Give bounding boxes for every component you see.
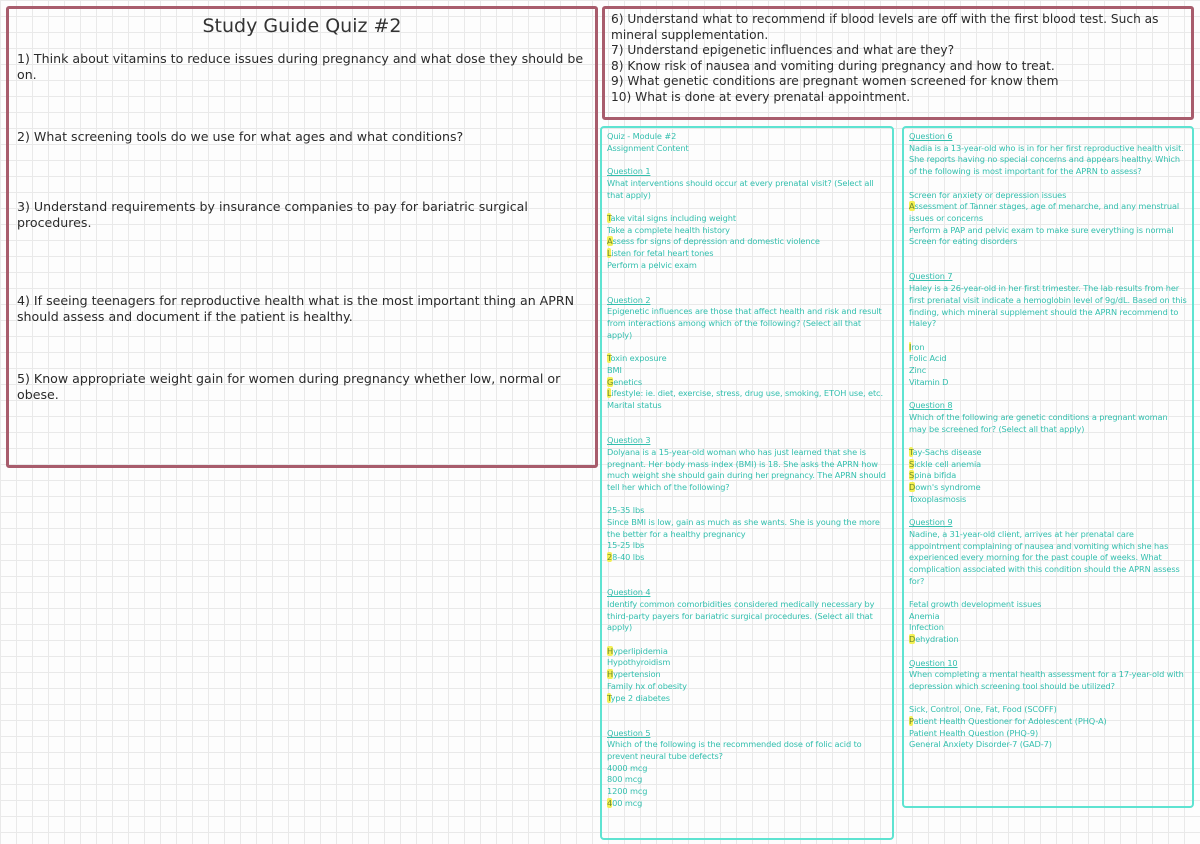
question-text: Dolyana is a 15-year-old woman who has just learned that she is pregnant. Her body mass index (BMI) is 18. She asks the APRN how much weight she should gain during her pregnancy. The APRN should tell her which of the following? bbox=[607, 446, 886, 492]
answer-option bbox=[607, 657, 887, 669]
question-text: Which of the following is the recommended dose of folic acid to prevent neural tube defects? bbox=[607, 739, 862, 762]
question-text: Epigenetic influences are those that affect health and risk and result from interactions among which of the following? (Select all that apply) bbox=[607, 306, 882, 340]
answer-option bbox=[607, 540, 887, 552]
answer-option-text: 1200 mcg bbox=[607, 786, 648, 797]
selected-answer-highlight: L bbox=[607, 248, 612, 258]
answer-option bbox=[607, 681, 887, 693]
study-guide-panel bbox=[6, 6, 598, 468]
answer-option bbox=[909, 482, 1187, 494]
question-heading: Question 8 bbox=[909, 400, 953, 411]
selected-answer-highlight: T bbox=[909, 446, 913, 457]
answer-option-text: oxin exposure bbox=[610, 353, 667, 364]
answer-option bbox=[607, 517, 887, 540]
guide-question-1: 1) Think about vitamins to reduce issues during pregnancy and what dose they should be on. bbox=[17, 51, 584, 82]
selected-answer-highlight: G bbox=[607, 376, 614, 387]
question-heading: Question 4 bbox=[607, 587, 651, 598]
question-heading: Question 2 bbox=[607, 294, 651, 305]
answer-option bbox=[909, 365, 1187, 377]
answer-option-text: Zinc bbox=[909, 365, 927, 375]
answer-option-text: atient Health Questioner for Adolescent (PHQ-A) bbox=[913, 716, 1107, 726]
selected-answer-highlight: D bbox=[909, 482, 916, 492]
answer-option-text: 800 mcg bbox=[607, 774, 643, 785]
answer-option bbox=[909, 599, 1187, 611]
answer-option bbox=[607, 377, 887, 389]
question-block-2 bbox=[607, 295, 887, 412]
question-text: Haley is a 26-year-old in her first trimester. The lab results from her first prenatal visit indicate a hemoglobin level of 9g/dL. Based on this finding, which mineral supplement should the APRN recommend to Haley? bbox=[909, 283, 1187, 329]
answer-option bbox=[909, 447, 1187, 459]
answer-option bbox=[607, 248, 887, 260]
answer-option-text: Fetal growth development issues bbox=[909, 599, 1042, 609]
question-block-6 bbox=[909, 131, 1187, 248]
answer-option-text: ickle cell anemia bbox=[914, 458, 982, 469]
answer-option bbox=[909, 190, 1187, 202]
assignment-content-label: Assignment Content bbox=[607, 142, 689, 153]
quiz-header: Quiz - Module #2 bbox=[607, 131, 677, 141]
answer-option bbox=[909, 236, 1187, 248]
answer-option-text: ake vital signs including weight bbox=[610, 212, 736, 223]
question-heading: Question 5 bbox=[607, 727, 651, 738]
answer-option-text: isten for fetal heart tones bbox=[611, 248, 714, 258]
topic-10: 10) What is done at every prenatal appointment. bbox=[611, 89, 911, 104]
answer-option-text: ay-Sachs disease bbox=[912, 446, 982, 457]
guide-question-5: 5) Know appropriate weight gain for women during pregnancy whether low, normal or obese. bbox=[17, 371, 561, 402]
study-guide-title: Study Guide Quiz #2 bbox=[202, 15, 402, 37]
answer-option-text: 4000 mcg bbox=[607, 762, 648, 773]
topic-6: 6) Understand what to recommend if blood levels are off with the first blood test. Such as mineral supplementation. bbox=[611, 12, 1159, 42]
answer-option-text: ssessment of Tanner stages, age of menarche, and any menstrual issues or concerns bbox=[909, 201, 1180, 223]
question-block-3 bbox=[607, 435, 887, 564]
answer-option bbox=[607, 505, 887, 517]
selected-answer-highlight: 4 bbox=[607, 797, 613, 808]
question-text: Which of the following are genetic conditions a pregnant woman may be screened for? (Select all that apply) bbox=[909, 411, 1168, 434]
selected-answer-highlight: I bbox=[909, 341, 912, 352]
answer-option bbox=[607, 353, 887, 365]
answer-option bbox=[909, 459, 1187, 471]
answer-option-text: Take a complete health history bbox=[607, 224, 730, 235]
question-block-5 bbox=[607, 728, 887, 810]
answer-option-text: 25-35 lbs bbox=[607, 505, 645, 516]
answer-option-text: General Anxiety Disorder-7 (GAD-7) bbox=[909, 739, 1052, 750]
selected-answer-highlight: T bbox=[607, 692, 611, 703]
answer-option-text: enetics bbox=[613, 376, 643, 387]
question-heading: Question 7 bbox=[909, 271, 953, 282]
answer-option-text: Hypothyroidism bbox=[607, 657, 671, 668]
answer-option-text: pina bifida bbox=[914, 470, 957, 481]
guide-question-4: 4) If seeing teenagers for reproductive health what is the most important thing an APRN should assess and document if the patient is healthy. bbox=[17, 293, 575, 324]
question-heading: Question 3 bbox=[607, 435, 651, 446]
selected-answer-highlight: A bbox=[607, 236, 613, 247]
selected-answer-highlight: S bbox=[909, 470, 915, 481]
answer-option-text: Sick, Control, One, Fat, Food (SCOFF) bbox=[909, 704, 1057, 715]
answer-option bbox=[607, 213, 887, 225]
quiz-column-2 bbox=[902, 126, 1194, 808]
topic-8: 8) Know risk of nausea and vomiting during pregnancy and how to treat. bbox=[611, 58, 1055, 73]
answer-option bbox=[607, 365, 887, 377]
selected-answer-highlight: S bbox=[909, 458, 915, 469]
answer-option bbox=[909, 728, 1187, 740]
answer-option bbox=[607, 225, 887, 237]
answer-option bbox=[909, 225, 1187, 237]
answer-option bbox=[909, 494, 1187, 506]
answer-option-text: Patient Health Question (PHQ-9) bbox=[909, 727, 1039, 738]
answer-option bbox=[607, 774, 887, 786]
question-block-1 bbox=[607, 166, 887, 271]
answer-option-text: ifestyle: ie. diet, exercise, stress, drug use, smoking, ETOH use, etc. bbox=[611, 388, 883, 399]
answer-option bbox=[909, 377, 1187, 389]
guide-question-2: 2) What screening tools do we use for what ages and what conditions? bbox=[17, 129, 464, 144]
answer-option-text: Family hx of obesity bbox=[607, 680, 687, 691]
answer-option-text: Since BMI is low, gain as much as she wants. She is young the more the better for a healthy pregnancy bbox=[607, 517, 880, 539]
selected-answer-highlight: T bbox=[607, 353, 611, 364]
selected-answer-highlight: H bbox=[607, 645, 614, 656]
answer-option-text: own's syndrome bbox=[915, 482, 981, 492]
answer-option-text: Marital status bbox=[607, 400, 662, 411]
selected-answer-highlight: A bbox=[909, 201, 915, 212]
answer-option-text: 00 mcg bbox=[612, 797, 643, 808]
answer-option-text: ypertension bbox=[613, 669, 661, 680]
answer-option-text: 8-40 lbs bbox=[612, 552, 645, 563]
question-block-10 bbox=[909, 658, 1187, 752]
answer-option-text: Folic Acid bbox=[909, 353, 947, 364]
question-text: Nadine, a 31-year-old client, arrives at her prenatal care appointment complaining of nausea and vomiting which she has experienced every morning for the past couple of weeks. What complication associated with this condition should the APRN assess for? bbox=[909, 528, 1180, 586]
question-heading: Question 10 bbox=[909, 657, 958, 668]
answer-option bbox=[909, 611, 1187, 623]
question-text: When completing a mental health assessment for a 17-year-old with depression which screening tool should be utilized? bbox=[909, 669, 1184, 691]
question-heading: Question 1 bbox=[607, 166, 651, 177]
answer-option-text: Perform a PAP and pelvic exam to make sure everything is normal bbox=[909, 224, 1174, 235]
answer-option bbox=[607, 786, 887, 798]
answer-option bbox=[607, 260, 887, 272]
answer-option-text: ron bbox=[911, 341, 925, 352]
answer-option bbox=[607, 798, 887, 810]
answer-option bbox=[909, 739, 1187, 751]
question-block-9 bbox=[909, 517, 1187, 646]
answer-option bbox=[607, 646, 887, 658]
answer-option-text: Vitamin D bbox=[909, 376, 949, 387]
question-heading: Question 6 bbox=[909, 131, 953, 141]
answer-option bbox=[607, 669, 887, 681]
answer-option bbox=[909, 201, 1187, 224]
question-text: Nadia is a 13-year-old who is in for her first reproductive health visit. She reports having no special concerns and appears healthy. Which of the following is most important for the APRN to assess? bbox=[909, 142, 1184, 177]
answer-option bbox=[909, 470, 1187, 482]
answer-option-text: Toxoplasmosis bbox=[909, 493, 967, 504]
topic-7: 7) Understand epigenetic influences and what are they? bbox=[611, 43, 955, 57]
answer-option bbox=[607, 693, 887, 705]
question-text: What interventions should occur at every prenatal visit? (Select all that apply) bbox=[607, 177, 874, 200]
question-block-4 bbox=[607, 587, 887, 704]
quiz-column-1 bbox=[600, 126, 894, 840]
selected-answer-highlight: T bbox=[607, 212, 611, 223]
answer-option-text: ssess for signs of depression and domestic violence bbox=[612, 236, 820, 247]
guide-question-3: 3) Understand requirements by insurance companies to pay for bariatric surgical procedures. bbox=[17, 199, 528, 230]
question-text: Identify common comorbidities considered medically necessary by third-party payers for bariatric surgical procedures. (Select all that apply) bbox=[607, 598, 875, 633]
selected-answer-highlight: L bbox=[607, 388, 612, 399]
answer-option bbox=[909, 622, 1187, 634]
answer-option-text: 15-25 lbs bbox=[607, 540, 645, 551]
topics-panel bbox=[602, 6, 1194, 120]
answer-option-text: Screen for anxiety or depression issues bbox=[909, 189, 1067, 200]
selected-answer-highlight: D bbox=[909, 634, 916, 645]
answer-option-text: BMI bbox=[607, 364, 622, 375]
answer-option bbox=[607, 388, 887, 400]
answer-option-text: yperlipidemia bbox=[613, 645, 668, 656]
answer-option bbox=[607, 236, 887, 248]
answer-option-text: Anemia bbox=[909, 610, 940, 621]
question-heading: Question 9 bbox=[909, 517, 953, 528]
answer-option bbox=[909, 342, 1187, 354]
answer-option bbox=[909, 716, 1187, 728]
answer-option bbox=[909, 634, 1187, 646]
answer-option bbox=[607, 400, 887, 412]
answer-option-text: Infection bbox=[909, 622, 944, 633]
answer-option-text: Perform a pelvic exam bbox=[607, 259, 697, 270]
answer-option bbox=[909, 704, 1187, 716]
answer-option bbox=[607, 552, 887, 564]
question-block-7 bbox=[909, 271, 1187, 388]
answer-option-text: ype 2 diabetes bbox=[610, 692, 670, 703]
answer-option bbox=[909, 353, 1187, 365]
question-block-8 bbox=[909, 400, 1187, 505]
topic-9: 9) What genetic conditions are pregnant women screened for know them bbox=[611, 74, 1059, 88]
selected-answer-highlight: P bbox=[909, 716, 914, 726]
answer-option bbox=[607, 763, 887, 775]
selected-answer-highlight: 2 bbox=[607, 552, 613, 563]
selected-answer-highlight: H bbox=[607, 669, 614, 680]
answer-option-text: ehydration bbox=[915, 634, 959, 645]
answer-option-text: Screen for eating disorders bbox=[909, 236, 1018, 247]
